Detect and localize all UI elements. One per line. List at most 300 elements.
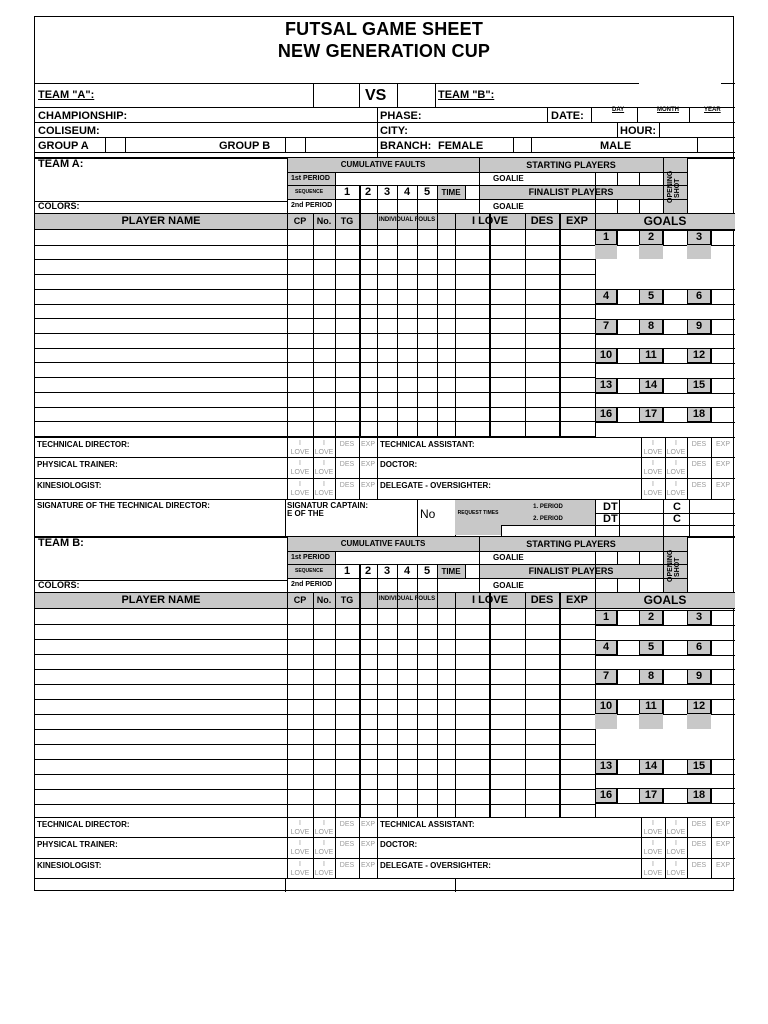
rule-line (595, 699, 735, 700)
faint-i-label: I (323, 440, 325, 447)
rule-line (663, 759, 664, 774)
rule-line (595, 625, 735, 626)
rule-line (687, 230, 688, 245)
goal-time-field[interactable] (711, 610, 733, 625)
second-period-label: 2nd PERIOD (291, 202, 333, 209)
rule-line (35, 837, 735, 838)
sequence-3: 3 (383, 565, 391, 577)
rule-line (501, 525, 735, 526)
rule-line (659, 122, 660, 137)
cp-header: CP (293, 595, 307, 605)
goal-time-field[interactable] (711, 699, 733, 714)
male-checkbox[interactable] (697, 138, 733, 151)
rule-line (377, 107, 378, 157)
goal-number-box: 4 (595, 289, 617, 304)
rule-line (35, 499, 735, 500)
faint-exp-label: EXP (360, 841, 375, 848)
faint-i-label: I (675, 820, 677, 827)
rule-line (595, 289, 735, 290)
date-label: DATE: (551, 110, 584, 122)
faint-des-label: DES (691, 821, 707, 828)
player-name-field[interactable] (37, 363, 285, 376)
goal-time-field[interactable] (617, 788, 639, 803)
goal-number-box: 14 (639, 759, 663, 774)
player-name-field[interactable] (37, 700, 285, 713)
rule-line (663, 319, 664, 334)
goal-number-box: 11 (639, 348, 663, 363)
goal-number-box: 15 (687, 378, 711, 393)
goal-time-field[interactable] (711, 378, 733, 393)
coliseum-label: COLISEUM: (38, 125, 100, 137)
female-checkbox[interactable] (513, 138, 531, 151)
goal-time-field[interactable] (663, 788, 685, 803)
team-a-label: TEAM "A": (38, 89, 95, 101)
rule-line (287, 172, 687, 173)
goal-time-field[interactable] (711, 319, 733, 334)
period-2-label: 2. PERIOD (533, 516, 563, 522)
goal-number-box: 2 (639, 230, 663, 245)
player-name-field[interactable] (37, 422, 285, 435)
rule-line (663, 289, 664, 304)
goal-time-field[interactable] (663, 699, 685, 714)
faint-love-label: LOVE (314, 469, 334, 476)
sequence-1: 1 (343, 186, 351, 198)
goal-time-field[interactable] (663, 407, 685, 422)
rule-line (663, 407, 664, 422)
goal-number-box: 6 (687, 640, 711, 655)
rule-line (617, 551, 618, 564)
doctor-label: DOCTOR: (380, 460, 418, 469)
team-label: TEAM B: (38, 537, 84, 549)
player-name-field[interactable] (37, 610, 285, 623)
goal-number-box: 10 (595, 699, 617, 714)
faint-i-label: I (652, 440, 654, 447)
first-period-label: 1st PERIOD (291, 175, 330, 182)
faint-love-label: LOVE (290, 469, 310, 476)
goal-time-field[interactable] (617, 289, 639, 304)
goal-time-field[interactable] (617, 407, 639, 422)
faint-love-label: LOVE (314, 829, 334, 836)
rule-line (285, 878, 286, 892)
faint-i-label: I (652, 460, 654, 467)
faint-des-label: DES (339, 461, 355, 468)
faint-i-label: I (675, 861, 677, 868)
player-name-field[interactable] (37, 348, 285, 361)
player-name-field[interactable] (37, 730, 285, 743)
faint-i-label: I (675, 840, 677, 847)
goal-number-box: 6 (687, 289, 711, 304)
rule-line (35, 152, 735, 153)
rule-line (639, 172, 640, 185)
rule-line (305, 137, 306, 152)
faint-i-label: I (323, 840, 325, 847)
cp-header: CP (293, 216, 307, 226)
physical-trainer-label: PHYSICAL TRAINER: (37, 460, 118, 469)
sequence-4: 4 (403, 186, 411, 198)
goal-shade (595, 714, 617, 729)
des-header: DES (530, 215, 554, 227)
rule-line (639, 551, 640, 564)
goal-time-field[interactable] (711, 788, 733, 803)
rule-line (35, 478, 735, 479)
rule-line (687, 536, 688, 592)
player-name-field[interactable] (37, 378, 285, 391)
goal-time-field[interactable] (663, 289, 685, 304)
faint-i-label: I (652, 861, 654, 868)
goal-number-box: 18 (687, 788, 711, 803)
rule-line (595, 422, 735, 423)
player-name-field[interactable] (37, 260, 285, 273)
faint-love-label: LOVE (666, 469, 686, 476)
rule-line (489, 213, 491, 437)
time-label: TIME (441, 188, 461, 197)
player-name-field[interactable] (37, 760, 285, 773)
goal-time-field[interactable] (663, 348, 685, 363)
rule-line (595, 774, 735, 775)
rule-line (617, 348, 618, 363)
rule-line (711, 788, 712, 803)
faint-love-label: LOVE (643, 469, 663, 476)
player-name-field[interactable] (37, 775, 285, 788)
player-name-field[interactable] (37, 245, 285, 258)
faint-i-label: I (323, 861, 325, 868)
goal-time-field[interactable] (617, 230, 639, 245)
faint-i-label: I (299, 820, 301, 827)
time-label: TIME (441, 567, 461, 576)
player-name-field[interactable] (37, 685, 285, 698)
faint-des-label: DES (691, 841, 707, 848)
rule-line (35, 608, 735, 609)
sequence-5: 5 (423, 565, 431, 577)
goal-number-box: 4 (595, 640, 617, 655)
goal-time-field[interactable] (617, 610, 639, 625)
rule-line (639, 199, 640, 213)
goal-time-field[interactable] (711, 640, 733, 655)
goal-number-box: 17 (639, 788, 663, 803)
rule-line (35, 83, 639, 84)
rule-line (35, 817, 735, 818)
group-a-checkbox[interactable] (105, 138, 125, 151)
rule-line (617, 669, 618, 684)
rule-line (687, 699, 688, 714)
goal-time-field[interactable] (617, 640, 639, 655)
rule-line (525, 213, 526, 437)
faint-love-label: LOVE (290, 829, 310, 836)
rule-line (617, 407, 618, 422)
goal-number-box: 2 (639, 610, 663, 625)
goal-time-field[interactable] (663, 669, 685, 684)
colors-label: COLORS: (38, 580, 80, 590)
goal-time-field[interactable] (663, 759, 685, 774)
hour-label: HOUR: (620, 125, 657, 137)
rule-line (125, 137, 126, 152)
faint-exp-label: EXP (360, 482, 375, 489)
goal-time-field[interactable] (663, 610, 685, 625)
faint-exp-label: EXP (360, 441, 375, 448)
rule-line (639, 640, 640, 655)
rule-line (35, 137, 735, 138)
rule-line (663, 669, 664, 684)
rule-line (595, 684, 735, 685)
faint-love-label: LOVE (314, 870, 334, 877)
goal-time-field[interactable] (617, 378, 639, 393)
colors-label: COLORS: (38, 201, 80, 211)
goal-number-box: 10 (595, 348, 617, 363)
goal-time-field[interactable] (711, 759, 733, 774)
rule-line (595, 393, 735, 394)
rule-line (663, 699, 664, 714)
faint-i-label: I (323, 460, 325, 467)
rule-line (287, 199, 687, 200)
rule-line (663, 230, 664, 245)
rule-line (711, 319, 712, 334)
coliseum-field[interactable] (101, 123, 375, 136)
faint-love-label: LOVE (314, 490, 334, 497)
team-a-name-field[interactable] (101, 85, 311, 105)
colors-field[interactable] (101, 202, 285, 212)
rule-line (617, 699, 618, 714)
player-name-field[interactable] (37, 670, 285, 683)
rule-line (687, 319, 688, 334)
rule-line (313, 592, 314, 817)
goal-number-box: 1 (595, 230, 617, 245)
goals-header: GOALS (643, 214, 687, 228)
goal-time-field[interactable] (617, 759, 639, 774)
faint-love-label: LOVE (643, 829, 663, 836)
rule-line (595, 640, 735, 641)
faint-love-label: LOVE (643, 849, 663, 856)
faint-i-label: I (323, 481, 325, 488)
goal-time-field[interactable] (711, 348, 733, 363)
sequence-label: SEQUENCE (295, 189, 324, 195)
goal-number-box: 13 (595, 378, 617, 393)
request-times-cell (455, 500, 501, 535)
goal-number-box: 12 (687, 348, 711, 363)
faint-des-label: DES (339, 841, 355, 848)
goal-time-field[interactable] (617, 348, 639, 363)
goal-time-field[interactable] (711, 289, 733, 304)
rule-line (617, 640, 618, 655)
player-name-field[interactable] (37, 304, 285, 317)
faint-exp-label: EXP (715, 441, 730, 448)
rule-line (711, 378, 712, 393)
colors-field[interactable] (101, 581, 285, 591)
rule-line (663, 536, 664, 592)
dt-label-1: DT (603, 501, 618, 513)
tg-header: TG (340, 595, 354, 605)
sequence-2: 2 (364, 186, 372, 198)
rule-line (595, 304, 735, 305)
rule-line (639, 230, 640, 245)
rule-line (595, 334, 735, 335)
faint-love-label: LOVE (290, 849, 310, 856)
goal-number-box: 1 (595, 610, 617, 625)
delegate-label: DELEGATE - OVERSIGHTER: (380, 481, 491, 490)
doctor-label: DOCTOR: (380, 840, 418, 849)
faint-love-label: LOVE (643, 870, 663, 877)
goal-number-box: 7 (595, 319, 617, 334)
rule-line (639, 669, 640, 684)
rule-line (721, 83, 735, 84)
faint-i-label: I (299, 460, 301, 467)
faint-exp-label: EXP (715, 821, 730, 828)
player-name-field[interactable] (37, 790, 285, 803)
rule-line (287, 157, 288, 437)
goal-time-field[interactable] (663, 230, 685, 245)
player-name-field[interactable] (37, 803, 285, 816)
goal-time-field[interactable] (663, 378, 685, 393)
rule-line (595, 655, 735, 656)
rule-line (687, 378, 688, 393)
goal-number-box: 17 (639, 407, 663, 422)
goals-header: GOALS (643, 593, 687, 607)
player-name-field[interactable] (37, 319, 285, 332)
player-name-field[interactable] (37, 407, 285, 420)
rule-line (617, 578, 618, 592)
request-times-label: REQUEST TIMES (457, 510, 499, 516)
individual-fouls-header: INDIVIDUAL FOULS (378, 217, 436, 223)
goal-time-field[interactable] (711, 669, 733, 684)
signature-captain-label: SIGNATUR CAPTAIN: (287, 501, 369, 510)
player-name-field[interactable] (37, 231, 285, 244)
group-b-checkbox[interactable] (285, 138, 305, 151)
rule-line (35, 878, 735, 879)
goal-shade (687, 245, 711, 259)
signature-director-field[interactable] (37, 511, 283, 534)
team-b-name-field[interactable] (501, 85, 731, 105)
des-header: DES (530, 594, 554, 606)
rule-line (617, 788, 618, 803)
technical-director-label: TECHNICAL DIRECTOR: (37, 440, 130, 449)
rule-line (711, 759, 712, 774)
rule-line (617, 610, 618, 625)
player-name-field[interactable] (37, 290, 285, 303)
rule-line (285, 499, 286, 536)
goal-time-field[interactable] (663, 319, 685, 334)
rule-line (617, 759, 618, 774)
goal-number-box: 16 (595, 407, 617, 422)
city-field[interactable] (411, 123, 615, 136)
rule-line (687, 289, 688, 304)
rule-line (687, 407, 688, 422)
goal-shade (639, 714, 663, 729)
rule-line (687, 759, 688, 774)
sheet-subtitle: NEW GENERATION CUP (277, 41, 491, 61)
goal-shade (687, 714, 711, 729)
rule-line (377, 817, 378, 878)
goal-time-field[interactable] (711, 407, 733, 422)
goal-time-field[interactable] (617, 669, 639, 684)
number-header: No. (316, 595, 332, 605)
rule-line (435, 83, 436, 107)
player-name-field[interactable] (37, 625, 285, 638)
goal-time-field[interactable] (711, 230, 733, 245)
goal-number-box: 3 (687, 230, 711, 245)
rule-line (711, 230, 712, 245)
rule-line (595, 788, 735, 789)
championship-field[interactable] (131, 108, 375, 121)
faint-i-label: I (652, 840, 654, 847)
rule-line (639, 319, 640, 334)
player-name-field[interactable] (37, 715, 285, 728)
faint-des-label: DES (691, 461, 707, 468)
rule-line (547, 107, 548, 122)
faint-i-label: I (652, 820, 654, 827)
rule-line (595, 803, 735, 804)
kinesiologist-label: KINESIOLOGIST: (37, 861, 102, 870)
i-love-header: I LOVE (471, 594, 509, 606)
rule-line (417, 499, 418, 536)
player-name-field[interactable] (37, 655, 285, 668)
player-name-field[interactable] (37, 745, 285, 758)
faint-love-label: LOVE (643, 490, 663, 497)
rule-line (639, 699, 640, 714)
rule-line (639, 289, 640, 304)
player-name-field[interactable] (37, 393, 285, 406)
month-label: MONTH (657, 107, 679, 113)
city-label: CITY: (380, 125, 408, 137)
faint-love-label: LOVE (666, 829, 686, 836)
exp-header: EXP (565, 215, 588, 227)
rule-line (663, 640, 664, 655)
rule-line (637, 107, 638, 122)
goal-time-field[interactable] (617, 319, 639, 334)
sequence-5: 5 (423, 186, 431, 198)
faint-des-label: DES (339, 862, 355, 869)
technical-assistant-label: TECHNICAL ASSISTANT: (380, 820, 475, 829)
faint-love-label: LOVE (290, 490, 310, 497)
faint-des-label: DES (339, 441, 355, 448)
faint-i-label: I (675, 440, 677, 447)
goal-time-field[interactable] (617, 699, 639, 714)
player-name-header: PLAYER NAME (121, 215, 201, 227)
faint-exp-label: EXP (715, 461, 730, 468)
male-label: MALE (600, 140, 632, 152)
player-name-header: PLAYER NAME (121, 594, 201, 606)
rule-line (35, 457, 735, 458)
phase-field[interactable] (421, 108, 545, 121)
goal-number-box: 7 (595, 669, 617, 684)
rule-line (663, 788, 664, 803)
rule-line (595, 378, 735, 379)
rule-line (595, 407, 735, 408)
rule-line (689, 107, 690, 122)
goal-time-field[interactable] (663, 640, 685, 655)
faint-exp-label: EXP (360, 862, 375, 869)
rule-line (531, 137, 532, 152)
goal-shade (639, 245, 663, 259)
tg-header: TG (340, 216, 354, 226)
faint-exp-label: EXP (715, 482, 730, 489)
player-name-field[interactable] (37, 334, 285, 347)
goal-number-box: 9 (687, 669, 711, 684)
rule-line (711, 610, 712, 625)
period-1-label: 1. PERIOD (533, 504, 563, 510)
rule-line (639, 610, 640, 625)
rule-line (687, 157, 688, 213)
c-label-2: C (673, 513, 681, 525)
player-name-field[interactable] (37, 275, 285, 288)
rule-line (617, 122, 618, 137)
rule-line (639, 578, 640, 592)
faint-love-label: LOVE (290, 870, 310, 877)
player-name-field[interactable] (37, 640, 285, 653)
sequence-label: SEQUENCE (295, 568, 324, 574)
goal-number-box: 11 (639, 699, 663, 714)
faint-exp-label: EXP (360, 821, 375, 828)
hour-field[interactable] (661, 123, 733, 136)
rule-line (287, 578, 687, 579)
